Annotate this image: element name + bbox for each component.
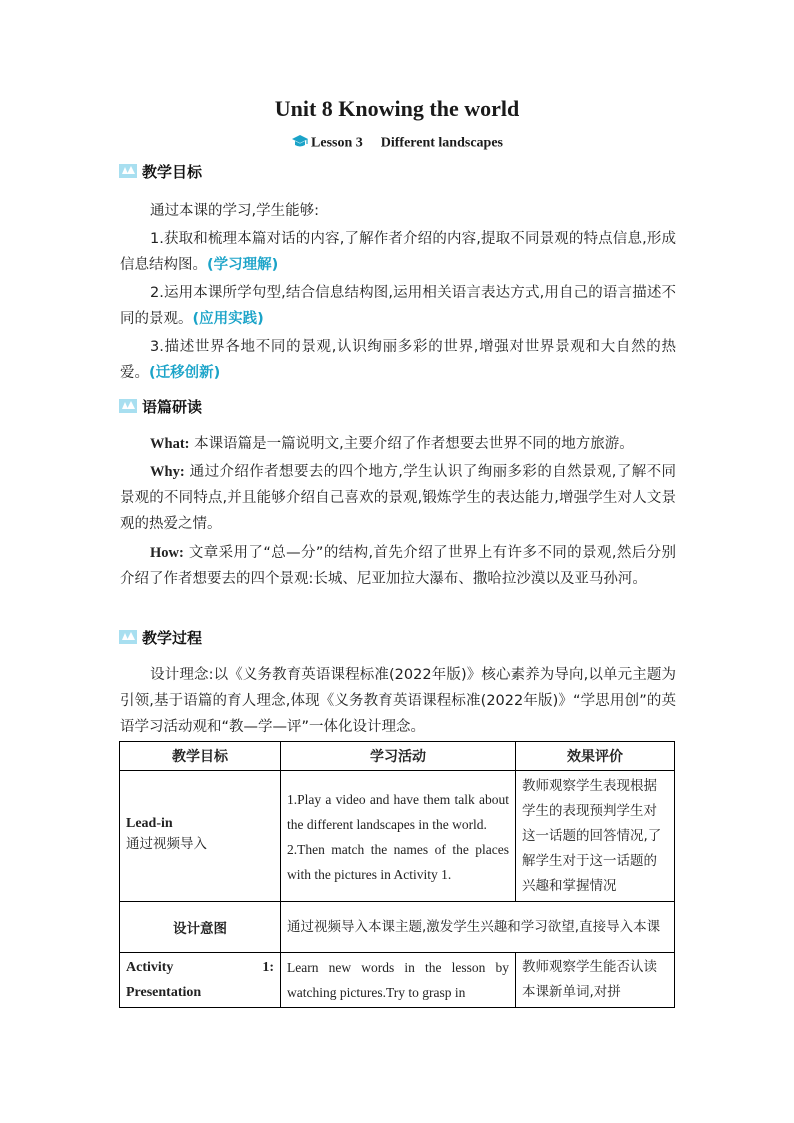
activity1-label-cell: Activity 1: Presentation xyxy=(120,953,281,1008)
section-heading: 教学过程 xyxy=(142,629,203,647)
section-heading: 教学目标 xyxy=(142,163,203,181)
objective-tag: (应用实践) xyxy=(192,311,264,327)
column-header: 学习活动 xyxy=(281,742,516,771)
section-process xyxy=(118,627,202,650)
section-marker-icon xyxy=(118,397,138,419)
column-header: 教学目标 xyxy=(120,742,281,771)
activity1-evaluation-cell: 教师观察学生能否认读本课新单词,对拼 xyxy=(516,953,675,1008)
table-row xyxy=(120,953,675,1008)
reading-why: Why: 通过介绍作者想要去的四个地方,学生认识了绚丽多彩的自然景观,了解不同景观的不同特点,并且能够介绍自己喜欢的景观,锻炼学生的表达能力,增强学生对人文景观的热爱之情。 xyxy=(120,464,677,532)
activity1-activity-cell: Learn new words in the lesson by watching pictures.Try to grasp in xyxy=(281,953,516,1008)
objectives-intro: 通过本课的学习,学生能够: xyxy=(150,203,319,219)
table-header-row xyxy=(120,742,675,771)
table-row xyxy=(120,902,675,953)
column-header: 效果评价 xyxy=(516,742,675,771)
leadin-label-cell xyxy=(120,771,281,902)
leadin-activity-cell: 1.Play a video and have them talk about the different landscapes in the world. 2.Then match the names of the places with the pictures in Activity 1. xyxy=(281,771,516,902)
section-objectives xyxy=(118,161,202,184)
reading-how: How: 文章采用了“总—分”的结构,首先介绍了世界上有许多不同的景观,然后分别介绍了作者想要去的四个景观:长城、尼亚加拉大瀑布、撒哈拉沙漠以及亚马孙河。 xyxy=(120,545,677,587)
section-marker-icon xyxy=(118,162,138,184)
lesson-title: Different landscapes xyxy=(380,135,503,151)
section-heading: 语篇研读 xyxy=(142,398,203,416)
intent-label-cell: 设计意图 xyxy=(120,902,281,953)
unit-title: Unit 8 Knowing the world xyxy=(274,96,520,121)
section-reading xyxy=(118,396,202,419)
lesson-number: Lesson 3 xyxy=(311,135,363,151)
table-row xyxy=(120,771,675,902)
section-marker-icon xyxy=(118,628,138,650)
objective-item: 2.运用本课所学句型,结合信息结构图,运用相关语言表达方式,用自己的语言描述不同的景观。(应用实践) xyxy=(120,285,676,327)
design-concept: 设计理念:以《义务教育英语课程标准(2022年版)》核心素养为导向,以单元主题为引领,基于语篇的育人理念,体现《义务教育英语课程标准(2022年版)》“学思用创”的英语学习活动观和“教—学—评”一体化设计理念。 xyxy=(120,667,676,735)
reading-what: What: 本课语篇是一篇说明文,主要介绍了作者想要去世界不同的地方旅游。 xyxy=(150,436,634,452)
objective-tag: (迁移创新) xyxy=(149,365,221,381)
leadin-label-en: Lead-in xyxy=(126,815,173,831)
intent-text-cell: 通过视频导入本课主题,激发学生兴趣和学习欲望,直接导入本课 xyxy=(281,902,675,953)
graduation-cap-icon xyxy=(291,134,309,153)
lesson-plan-table xyxy=(119,741,675,1008)
leadin-label-zh: 通过视频导入 xyxy=(126,835,207,852)
lesson-heading xyxy=(0,134,794,153)
objective-item: 3.描述世界各地不同的景观,认识绚丽多彩的世界,增强对世界景观和大自然的热爱。(迁移创新) xyxy=(120,339,676,381)
objective-item: 1.获取和梳理本篇对话的内容,了解作者介绍的内容,提取不同景观的特点信息,形成信息结构图。(学习理解) xyxy=(120,231,676,273)
objective-tag: (学习理解) xyxy=(207,257,279,273)
leadin-evaluation-cell: 教师观察学生表现根据学生的表现预判学生对这一话题的回答情况,了解学生对于这一话题的兴趣和掌握情况 xyxy=(516,771,675,902)
